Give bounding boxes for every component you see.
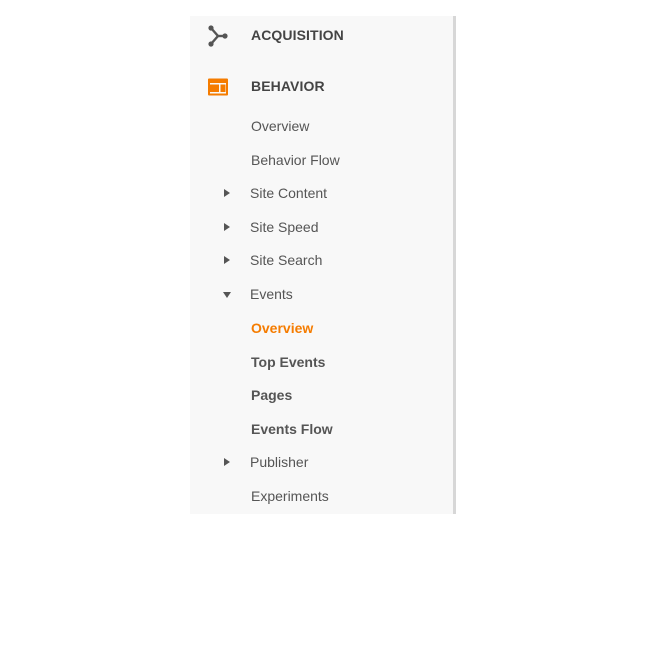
nav-item-pages[interactable] <box>190 379 453 411</box>
nav-item-events[interactable] <box>190 278 453 310</box>
sidebar-nav <box>190 16 456 514</box>
nav-item-label: Overview <box>251 118 310 134</box>
nav-section-label: ACQUISITION <box>251 27 344 43</box>
behavior-icon <box>206 75 230 99</box>
nav-item-experiments[interactable] <box>190 480 453 512</box>
nav-section-behavior[interactable] <box>190 67 453 107</box>
nav-item-label: Experiments <box>251 488 329 504</box>
nav-item-label: Publisher <box>250 454 309 470</box>
nav-item-events-flow[interactable] <box>190 413 453 445</box>
nav-item-label: Pages <box>251 387 293 403</box>
nav-item-overview[interactable] <box>190 110 453 142</box>
nav-item-events-overview[interactable] <box>190 312 453 344</box>
caret-right-icon <box>224 256 230 264</box>
nav-item-label: Site Content <box>250 185 328 201</box>
nav-item-site-speed[interactable] <box>190 211 453 243</box>
caret-right-icon <box>224 458 230 466</box>
caret-right-icon <box>224 189 230 197</box>
caret-down-icon <box>223 292 231 298</box>
nav-item-label: Site Speed <box>250 219 319 235</box>
nav-section-label: BEHAVIOR <box>251 78 325 94</box>
nav-item-behavior-flow[interactable] <box>190 144 453 176</box>
caret-right-icon <box>224 223 230 231</box>
acquisition-icon <box>206 24 230 48</box>
nav-section-acquisition[interactable] <box>190 16 453 56</box>
nav-item-label: Events <box>250 286 293 302</box>
nav-item-top-events[interactable] <box>190 346 453 378</box>
nav-item-label: Overview <box>251 320 314 336</box>
nav-item-publisher[interactable] <box>190 446 453 478</box>
nav-item-label: Behavior Flow <box>251 152 340 168</box>
nav-item-site-content[interactable] <box>190 177 453 209</box>
nav-item-label: Top Events <box>251 354 326 370</box>
nav-item-label: Site Search <box>250 252 323 268</box>
nav-item-site-search[interactable] <box>190 244 453 276</box>
nav-item-label: Events Flow <box>251 421 333 437</box>
